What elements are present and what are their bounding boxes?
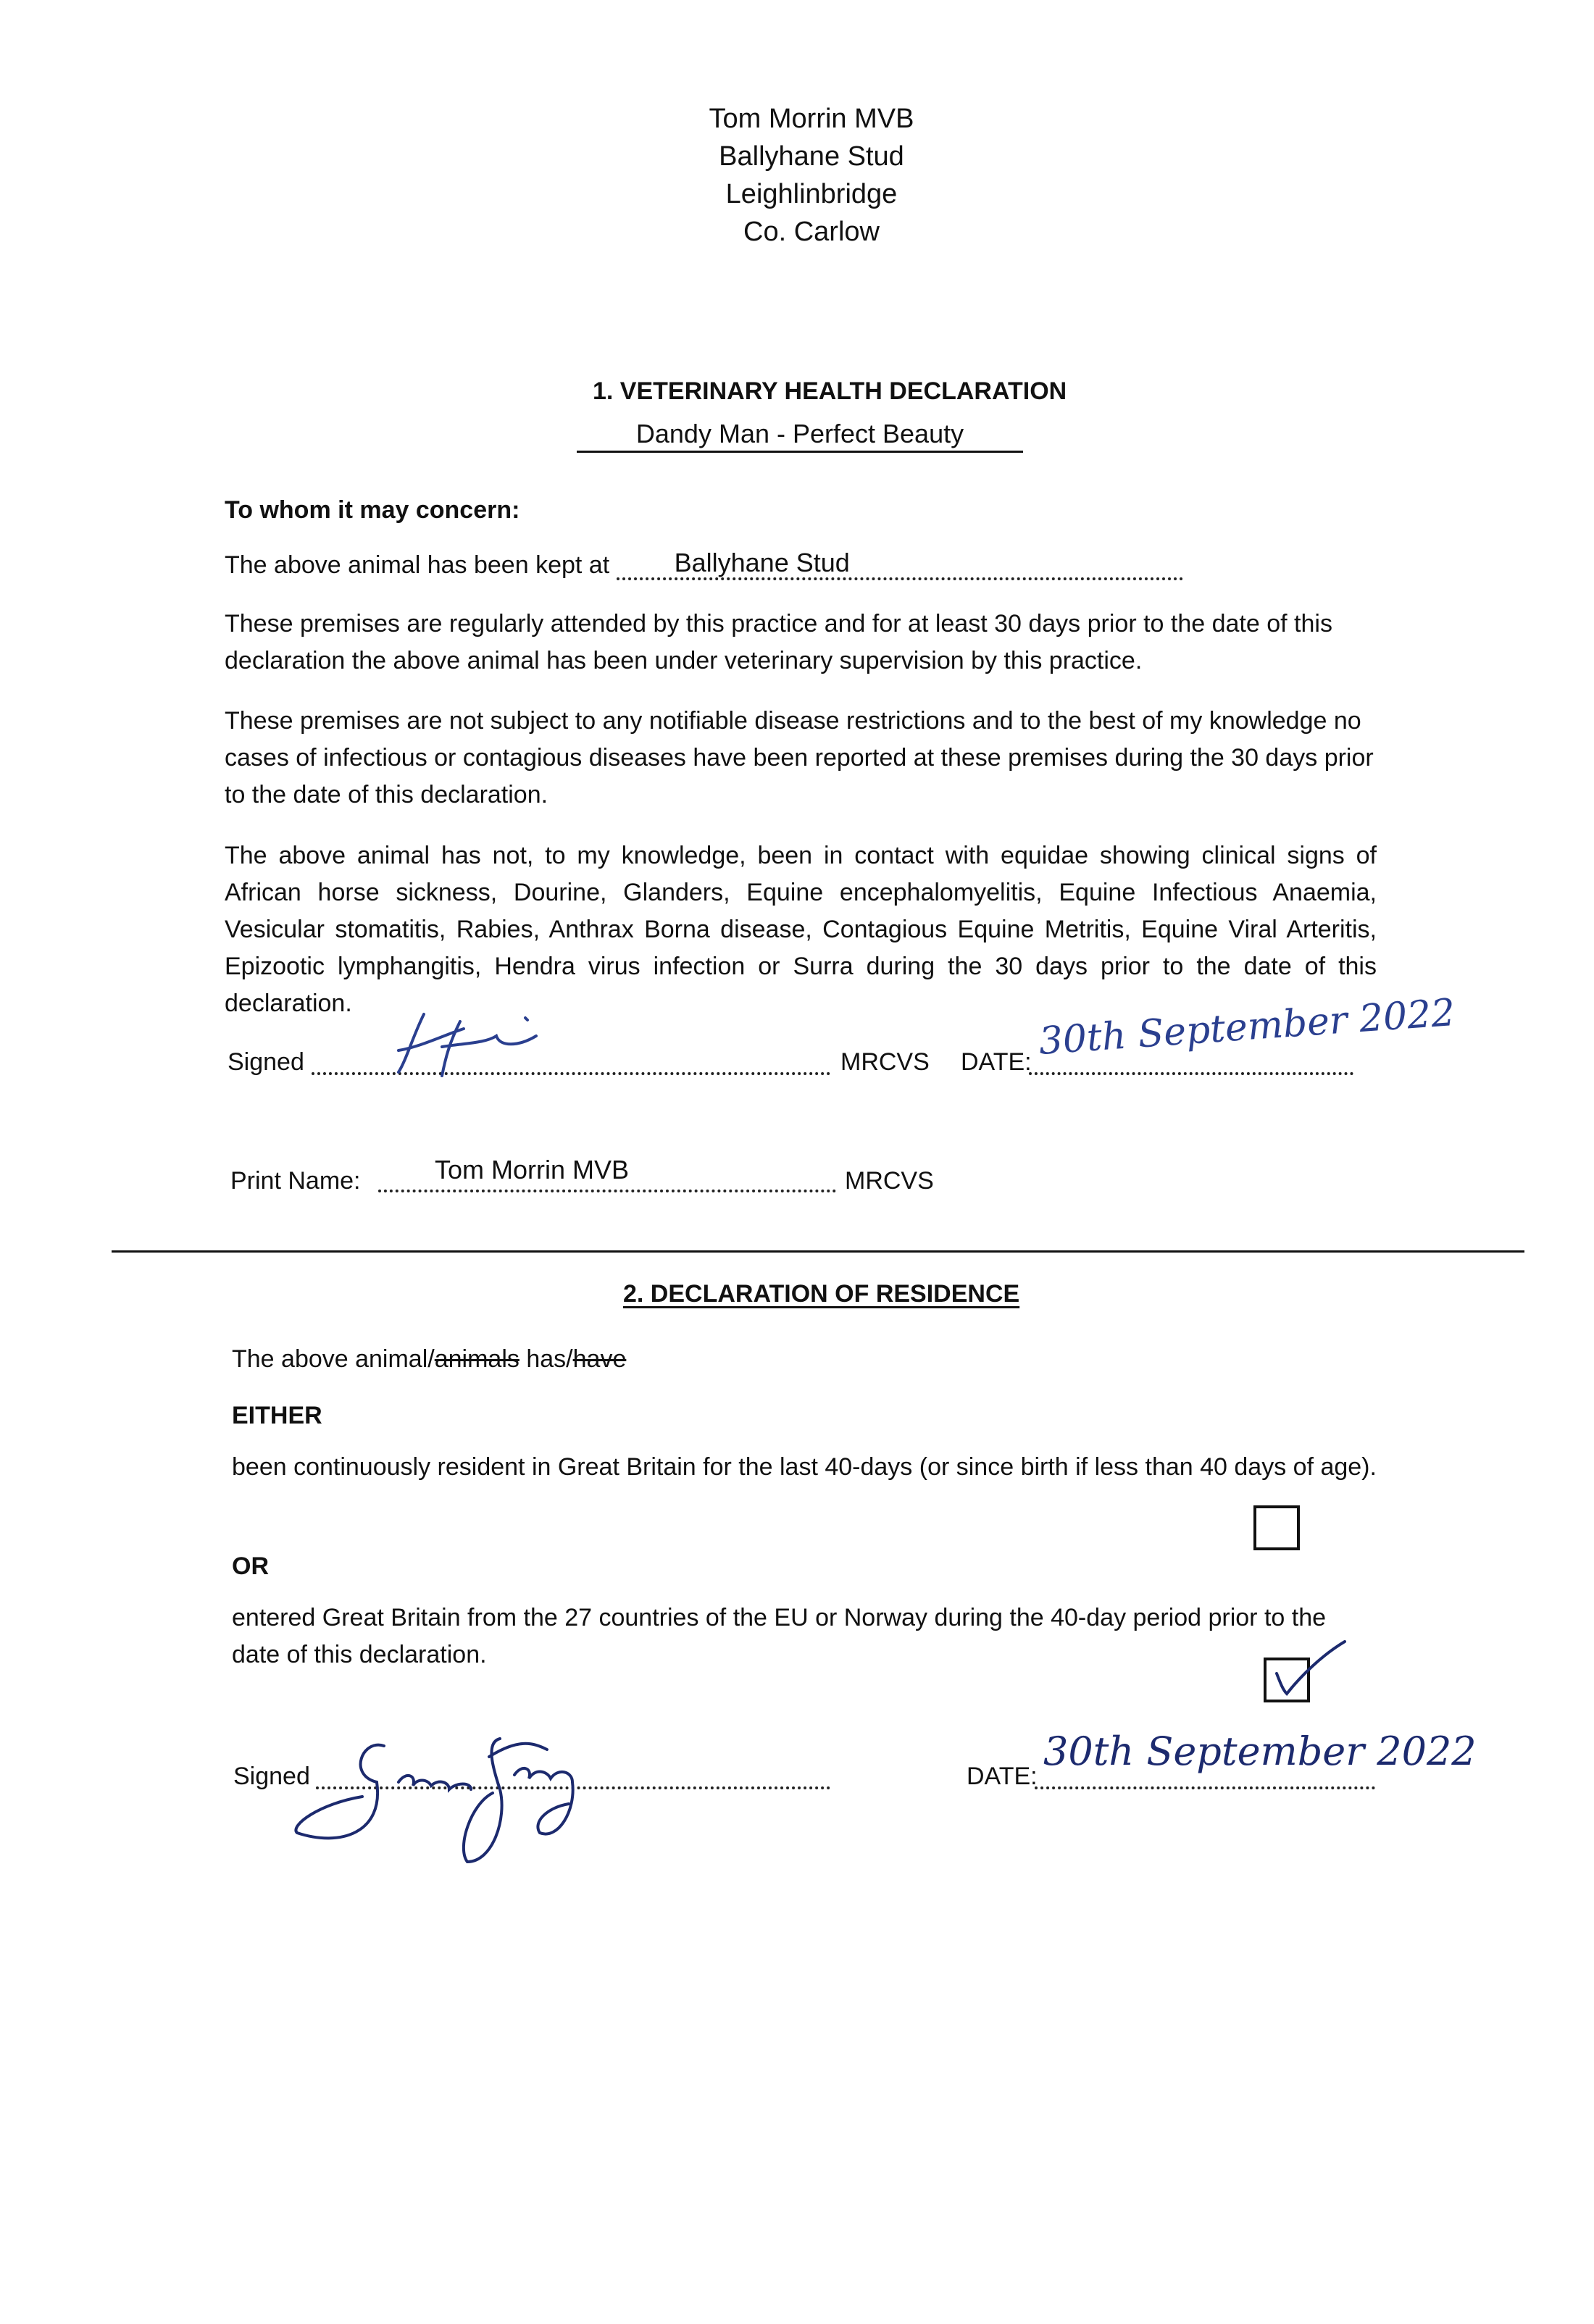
owner-signed-label: Signed <box>233 1763 310 1790</box>
residence-intro <box>232 1345 626 1374</box>
paragraph-no-restrictions: These premises are not subject to any notifiable disease restrictions and to the best of my knowledge no cases of infectious or contagious diseases have been reported at these premises during the 30 days prior to the date of this declaration. <box>225 707 1374 808</box>
or-label: OR <box>232 1552 269 1580</box>
kept-at-line <box>225 547 1183 580</box>
address-line-town: Leighlinbridge <box>725 179 898 209</box>
vet-signature-field <box>312 1068 830 1075</box>
kept-at-value: Ballyhane Stud <box>674 547 850 577</box>
section-divider <box>112 1250 1524 1253</box>
section1-title: 1. VETERINARY HEALTH DECLARATION <box>593 377 1067 405</box>
residence-intro-struck-animals: animals <box>434 1345 519 1373</box>
vet-date-value: 30th September 2022 <box>1037 990 1457 1063</box>
address-block <box>0 100 1594 251</box>
vet-mrcvs-label: MRCVS <box>840 1048 930 1076</box>
option-entered-text: entered Great Britain from the 27 countries of the EU or Norway during the 40-day period prior to the date of this declaration. <box>232 1604 1327 1668</box>
print-name-field <box>378 1185 836 1192</box>
paragraph-supervision: These premises are regularly attended by this practice and for at least 30 days prior to the date of this declaration the above animal has been under veterinary supervision by this practice. <box>225 610 1332 674</box>
owner-date-value: 30th September 2022 <box>1043 1729 1477 1774</box>
address-line-county: Co. Carlow <box>743 217 880 247</box>
option-resident-checkbox[interactable] <box>1253 1505 1300 1550</box>
vet-date-field <box>1029 1068 1353 1075</box>
vet-name: Tom Morrin MVB <box>709 104 914 134</box>
owner-date-field <box>1035 1782 1375 1789</box>
option-entered-check-mark <box>1264 1637 1351 1702</box>
vet-signed-label: Signed <box>228 1048 304 1076</box>
address-line-stud: Ballyhane Stud <box>719 141 904 172</box>
option-resident-text: been continuously resident in Great Britain for the last 40-days (or since birth if less than 40 days of age). <box>232 1453 1377 1481</box>
vet-date-label: DATE: <box>961 1048 1032 1076</box>
owner-date-label: DATE: <box>967 1763 1038 1790</box>
paragraph-no-contact: The above animal has not, to my knowledge, been in contact with equidae showing clinical signs of African horse sickness, Dourine, Glanders, Equine encephalomyelitis, Equine Infectious Anaemia, Vesicular stomatitis, Rabies, Anthrax Borna disease, Contagious Equine Metritis, Equine Viral Arteritis, Epizootic lymphangitis, Hendra virus infection or Surra during the 30 days prior to the date of this declaration. <box>225 842 1377 1017</box>
owner-signature-mark <box>275 1724 652 1884</box>
animal-name <box>577 419 1023 453</box>
vet-signature-mark <box>391 1007 551 1079</box>
residence-intro-struck-have: have <box>572 1345 627 1373</box>
residence-intro-a: The above animal/ <box>232 1345 435 1373</box>
salutation: To whom it may concern: <box>225 496 520 524</box>
print-name-value: Tom Morrin MVB <box>435 1155 630 1184</box>
animal-name-text: Dandy Man - Perfect Beauty <box>635 419 964 448</box>
either-label: EITHER <box>232 1402 322 1429</box>
section2-title: 2. DECLARATION OF RESIDENCE <box>623 1280 1020 1308</box>
print-name-label: Print Name: <box>230 1167 361 1195</box>
kept-at-field <box>617 547 1183 580</box>
kept-at-label: The above animal has been kept at <box>225 551 610 579</box>
residence-intro-b: has/ <box>519 1345 573 1373</box>
print-name-mrcvs: MRCVS <box>845 1167 934 1195</box>
